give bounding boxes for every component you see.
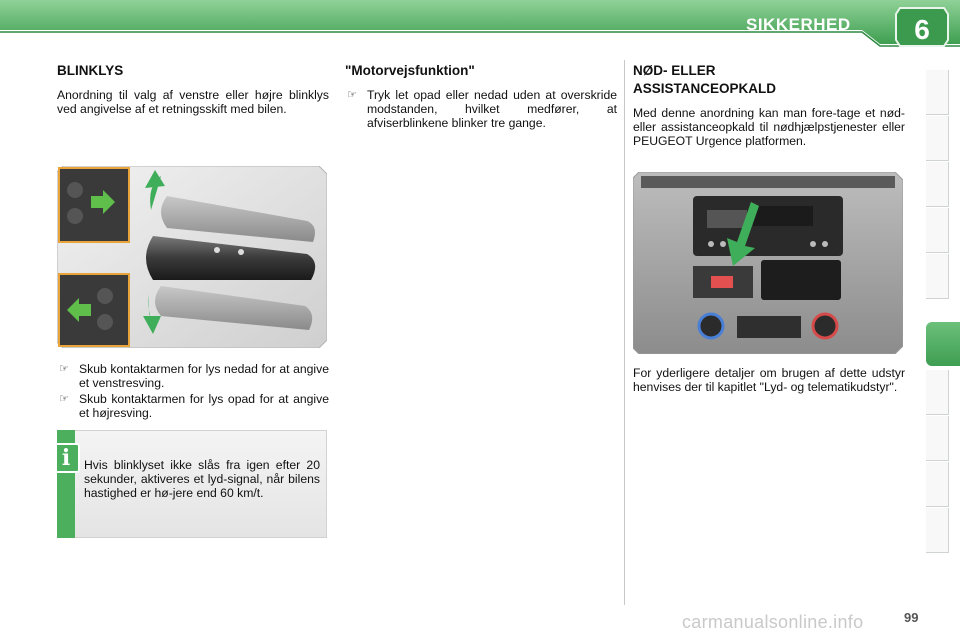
section-heading: NØD- ELLER ASSISTANCEOPKALD <box>633 63 777 96</box>
info-icon: i <box>61 445 71 471</box>
watermark: carmanualsonline.info <box>682 612 864 632</box>
dashboard-illustration <box>633 172 903 354</box>
chapter-tab[interactable] <box>926 508 949 553</box>
info-text: Hvis blinklyset ikke slås fra igen efter 20 sekunder, aktiveres et lyd-signal, når bilens hastighed er hø-jere end 60 km/t. <box>84 458 320 500</box>
blinklys-bullets <box>57 362 329 420</box>
section-intro: Med denne anordning kan man fore-tage et nød- eller assistanceopkald til nødhjælpstjenester eller PEUGEOT Urgence platformen. <box>633 106 905 148</box>
column-divider <box>624 60 625 605</box>
chapter-tab[interactable] <box>926 416 949 461</box>
chapter-tab[interactable] <box>926 116 949 161</box>
section-noedopkald <box>633 62 905 148</box>
section-heading: BLINKLYS <box>57 63 124 78</box>
chapter-tab[interactable] <box>926 70 949 115</box>
pointing-hand-icon: ☞ <box>59 363 69 375</box>
chapter-tab-active[interactable] <box>926 322 960 366</box>
chapter-tab[interactable] <box>926 370 949 415</box>
stalk-illustration <box>57 166 327 348</box>
chapter-tab[interactable] <box>926 462 949 507</box>
pointing-hand-icon: ☞ <box>347 89 357 101</box>
list-item: ☞ Skub kontaktarmen for lys opad for at angive et højresving. <box>59 392 329 420</box>
pointing-hand-icon: ☞ <box>59 393 69 405</box>
section-heading: "Motorvejsfunktion" <box>345 63 475 78</box>
list-item: ☞ Tryk let opad eller nedad uden at overskride modstanden, hvilket medfører, at afviserblinkene blinker tre gange. <box>347 88 617 130</box>
page-number: 99 <box>904 610 919 625</box>
chapter-tab[interactable] <box>926 254 949 299</box>
section-intro: Anordning til valg af venstre eller højre blinklys ved angivelse af et retningsskift med bilen. <box>57 88 329 116</box>
section-blinklys <box>57 62 329 116</box>
chapter-tab[interactable] <box>926 208 949 253</box>
chapter-tabs <box>926 70 952 575</box>
section-outro: For yderligere detaljer om brugen af dette udstyr henvises der til kapitlet "Lyd- og telematikudstyr". <box>633 366 905 394</box>
chapter-number: 6 <box>914 14 930 45</box>
chapter-title: SIKKERHED <box>746 15 851 34</box>
list-item: ☞ Skub kontaktarmen for lys nedad for at angive et venstresving. <box>59 362 329 390</box>
section-motorvej <box>345 62 617 130</box>
chapter-tab[interactable] <box>926 162 949 207</box>
